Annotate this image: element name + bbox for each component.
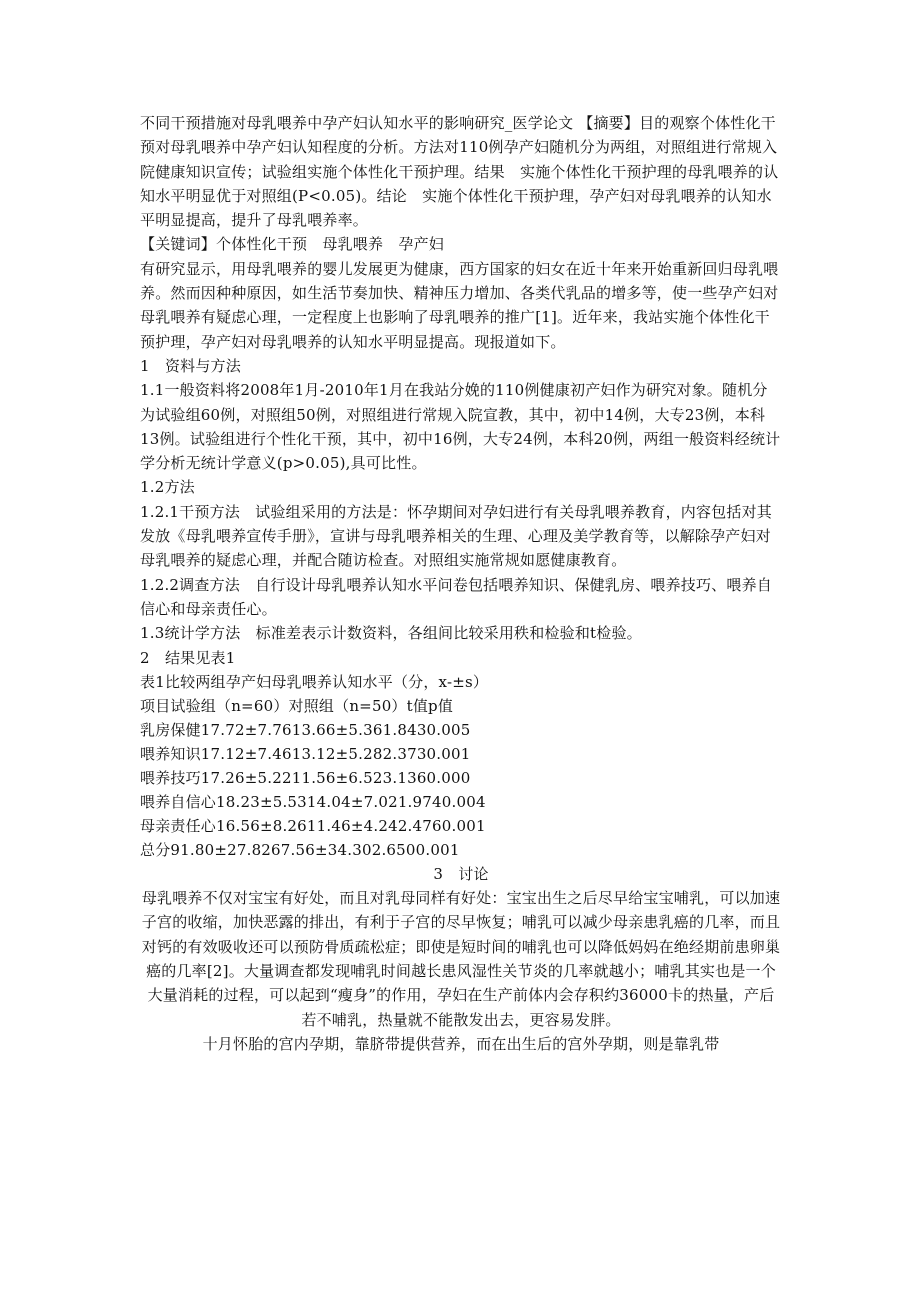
table-row: 总分91.80±27.8267.56±34.302.6500.001 <box>140 840 460 859</box>
section-3-heading: 3 讨论 <box>433 864 489 883</box>
section-1-heading: 1 资料与方法 <box>140 356 241 375</box>
table-caption: 表1比较两组孕产妇母乳喂养认知水平（分，x-±s） <box>140 672 489 691</box>
table-row: 喂养自信心18.23±5.5314.04±7.021.9740.004 <box>140 792 486 811</box>
results-table <box>140 670 782 862</box>
section-1-2-heading: 1.2方法 <box>140 478 195 497</box>
introduction-paragraph: 有研究显示，用母乳喂养的婴儿发展更为健康，西方国家的妇女在近十年来开始重新回归母乳喂养。然而因种种原因，如生活节奏加快、精神压力增加、各类代乳品的增多等，使一些孕产妇对母乳喂养有疑虑心理，一定程度上也影响了母乳喂养的推广[1]。近年来，我站实施个体性化干预护理，孕产妇对母乳喂养的认知水平明显提高。现报道如下。 <box>140 259 779 351</box>
table-row: 喂养知识17.12±7.4613.12±5.282.3730.001 <box>140 744 471 763</box>
table-row: 母亲责任心16.56±8.2611.46±4.242.4760.001 <box>140 816 486 835</box>
discussion-paragraph-1: 母乳喂养不仅对宝宝有好处，而且对乳母同样有好处：宝宝出生之后尽早给宝宝哺乳，可以加速子宫的收缩，加快恶露的排出，有利于子宫的尽早恢复；哺乳可以减少母亲患乳癌的几率，而且对钙的有效吸收还可以预防骨质疏松症；即使是短时间的哺乳也可以降低妈妈在绝经期前患卵巢癌的几率[2]。大量调查都发现哺乳时间越长患风湿性关节炎的几率就越小；哺乳其实也是一个大量消耗的过程，可以起到“瘦身”的作用，孕妇在生产前体内会存积约36000卡的热量，产后若不哺乳，热量就不能散发出去，更容易发胖。 <box>141 889 781 1029</box>
section-1-2-1-paragraph: 1.2.1干预方法 试验组采用的方法是：怀孕期间对孕妇进行有关母乳喂养教育，内容包括对其发放《母乳喂养宣传手册》，宣讲与母乳喂养相关的生理、心理及美学教育等，以解除孕产妇对母乳喂养的疑虑心理，并配合随访检查。对照组实施常规如愿健康教育。 <box>140 502 772 570</box>
title-abstract-paragraph: 不同干预措施对母乳喂养中孕产妇认知水平的影响研究_医学论文 【摘要】目的观察个体性化干预对母乳喂养中孕产妇认知程度的分析。方法对110例孕产妇随机分为两组，对照组进行常规入院健康知识宣传；试验组实施个体性化干预护理。结果 实施个体性化干预护理的母乳喂养的认知水平明显优于对照组(P<0.05)。结论 实施个体性化干预护理，孕产妇对母乳喂养的认知水平明显提高，提升了母乳喂养率。 <box>140 114 779 230</box>
table-row: 喂养技巧17.26±5.2211.56±6.523.1360.000 <box>140 768 471 787</box>
article-body <box>140 111 782 1056</box>
section-1-2-2-paragraph: 1.2.2调查方法 自行设计母乳喂养认知水平问卷包括喂养知识、保健乳房、喂养技巧、喂养自信心和母亲责任心。 <box>140 575 772 618</box>
discussion-paragraph-2: 十月怀胎的宫内孕期，靠脐带提供营养，而在出生后的宫外孕期，则是靠乳带 <box>202 1034 720 1053</box>
keywords-line: 【关键词】个体性化干预 母乳喂养 孕产妇 <box>140 235 445 254</box>
section-2-heading: 2 结果见表1 <box>140 648 236 667</box>
table-header-row: 项目试验组（n=60）对照组（n=50）t值p值 <box>140 696 454 715</box>
table-row: 乳房保健17.72±7.7613.66±5.361.8430.005 <box>140 720 471 739</box>
section-1-3-paragraph: 1.3统计学方法 标准差表示计数资料，各组间比较采用秩和检验和t检验。 <box>140 624 642 643</box>
section-1-1-paragraph: 1.1一般资料将2008年1月-2010年1月在我站分娩的110例健康初产妇作为研究对象。随机分为试验组60例，对照组50例，对照组进行常规入院宣教，其中，初中14例，大专23例，本科13例。试验组进行个性化干预，其中，初中16例，大专24例，本科20例，两组一般资料经统计学分析无统计学意义(p>0.05),具可比性。 <box>140 381 781 473</box>
